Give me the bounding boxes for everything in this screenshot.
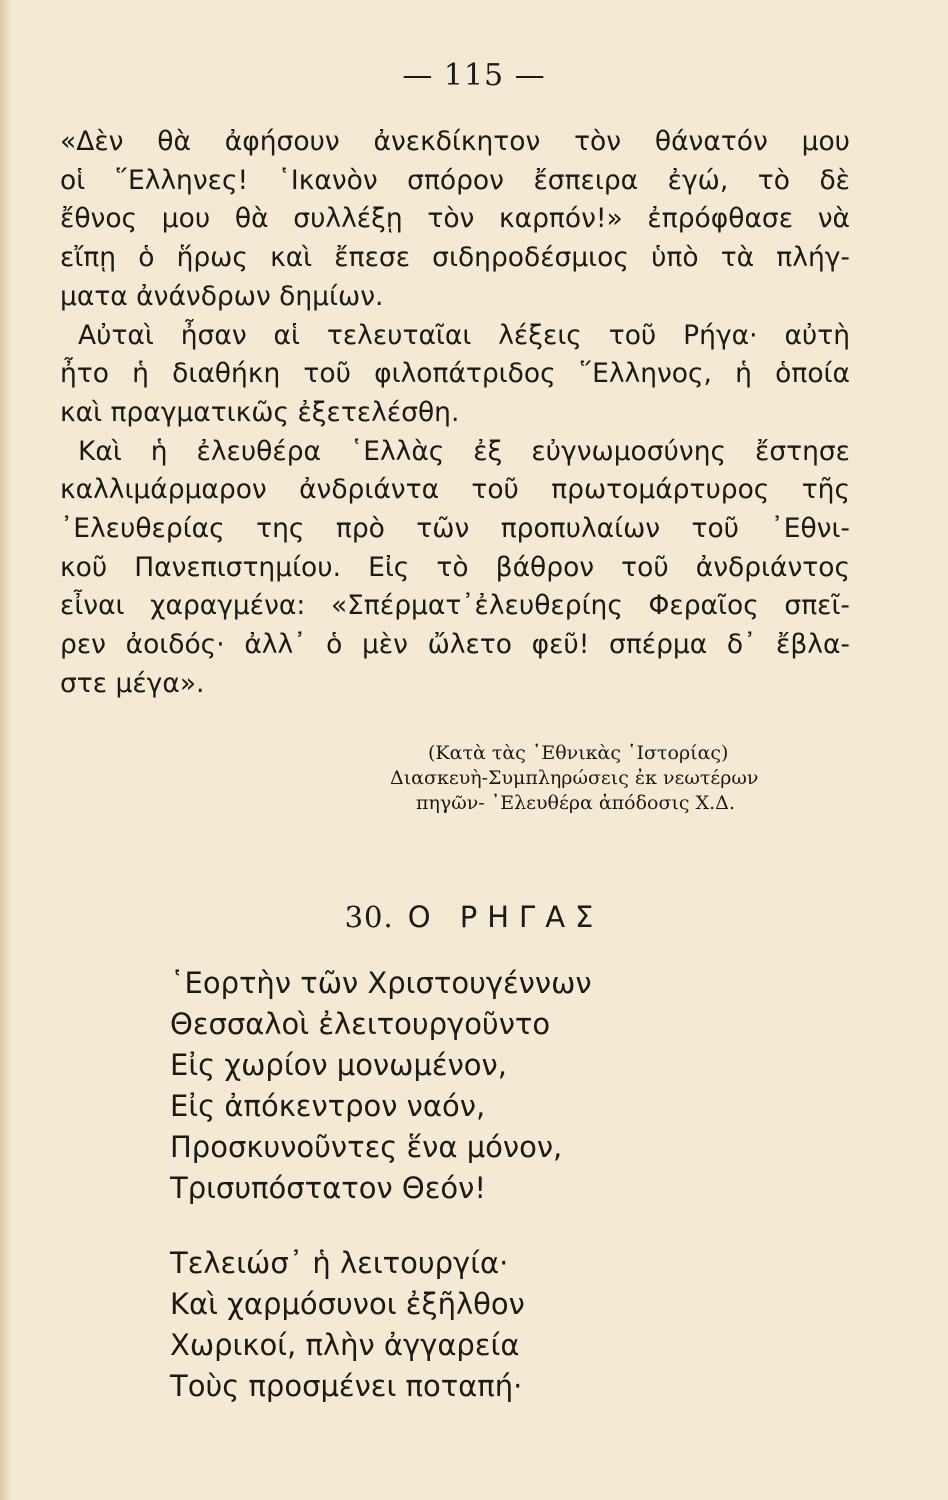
text-line: εἴπῃ ὁ ἥρως καὶ ἔπεσε σιδηροδέσμιος ὑπὸ τὰ πλήγ- bbox=[60, 242, 850, 274]
verse-line: Εἰς ἀπόκεντρον ναόν, bbox=[170, 1089, 486, 1123]
text-line: ἦτο ἡ διαθήκη τοῦ φιλοπάτριδος ῞Ελληνος, ἡ ὁποία bbox=[60, 358, 850, 390]
poem-stanza bbox=[170, 963, 592, 1209]
text-line: οἱ ῞Ελληνες! ῾Ικανὸν σπόρον ἔσπειρα ἐγώ, τὸ δὲ bbox=[60, 164, 850, 196]
citation-line: (Κατὰ τὰς ᾿Εθνικὰς ῾Ιστορίας) bbox=[428, 742, 729, 764]
poem-heading bbox=[0, 900, 948, 934]
text-line: Καὶ ἡ ἐλευθέρα ῾Ελλὰς ἐξ εὐγνωμοσύνης ἔστησε bbox=[78, 435, 850, 467]
verse-line: Τελειώσ᾿ ἡ λειτουργία· bbox=[170, 1246, 509, 1280]
text-line: ἔθνος μου θὰ συλλέξῃ τὸν καρπόν!» ἐπρόφθασε νὰ bbox=[60, 203, 850, 235]
text-line: καλλιμάρμαρον ἀνδριάντα τοῦ πρωτομάρτυρος τῆς bbox=[60, 474, 850, 506]
text-line: κοῦ Πανεπιστημίου. Εἰς τὸ βάθρον τοῦ ἀνδριάντος bbox=[60, 551, 850, 583]
text-line: στε μέγα». bbox=[60, 667, 205, 699]
text-line: ᾿Ελευθερίας της πρὸ τῶν προπυλαίων τοῦ ᾿Εθνι- bbox=[60, 513, 850, 545]
text-line: εἶναι χαραγμένα: «Σπέρματ᾿ἐλευθερίης Φεραῖος σπεῖ- bbox=[60, 590, 850, 622]
verse-line: Τρισυπόστατον Θεόν! bbox=[170, 1171, 486, 1205]
verse-line: Προσκυνοῦντες ἕνα μόνον, bbox=[170, 1130, 563, 1164]
source-citation bbox=[390, 741, 820, 816]
prose-body bbox=[60, 123, 850, 704]
verse-line: Τοὺς προσμένει ποταπή· bbox=[170, 1369, 523, 1403]
poem-number: 30. bbox=[344, 900, 394, 934]
text-line: καὶ πραγματικῶς ἐξετελέσθη. bbox=[60, 396, 460, 428]
verse-line: ῾Εορτὴν τῶν Χριστουγέννων bbox=[170, 966, 592, 1000]
text-line: ματα ἀνάνδρων δημίων. bbox=[60, 280, 384, 312]
verse-line: Χωρικοί, πλὴν ἀγγαρεία bbox=[170, 1328, 520, 1362]
verse-line: Θεσσαλοὶ ἐλειτουργοῦντο bbox=[170, 1007, 551, 1041]
page-edge bbox=[0, 0, 12, 1500]
paragraph bbox=[60, 433, 850, 704]
citation-line: πηγῶν- ᾿Ελευθέρα ἀπόδοσις Χ.Δ. bbox=[416, 792, 735, 814]
verse-line: Εἰς χωρίον μονωμένον, bbox=[170, 1048, 507, 1082]
paragraph bbox=[60, 317, 850, 433]
poem-title: Ο ΡΗΓΑΣ bbox=[407, 900, 604, 934]
text-line: Αὐταὶ ἦσαν αἱ τελευταῖαι λέξεις τοῦ Ρήγα· αὐτὴ bbox=[78, 319, 850, 351]
paragraph bbox=[60, 123, 850, 317]
citation-line: Διασκευὴ-Συμπληρώσεις ἐκ νεωτέρων bbox=[390, 767, 759, 789]
poem-stanza bbox=[170, 1243, 525, 1407]
text-line: «Δὲν θὰ ἀφήσουν ἀνεκδίκητον τὸν θάνατόν μου bbox=[60, 126, 850, 157]
text-line: ρεν ἀοιδός· ἀλλ᾿ ὁ μὲν ὤλετο φεῦ! σπέρμα δ᾿ ἔβλα- bbox=[60, 629, 850, 661]
verse-line: Καὶ χαρμόσυνοι ἐξῆλθον bbox=[170, 1287, 525, 1321]
page-number: — 115 — bbox=[402, 58, 546, 93]
